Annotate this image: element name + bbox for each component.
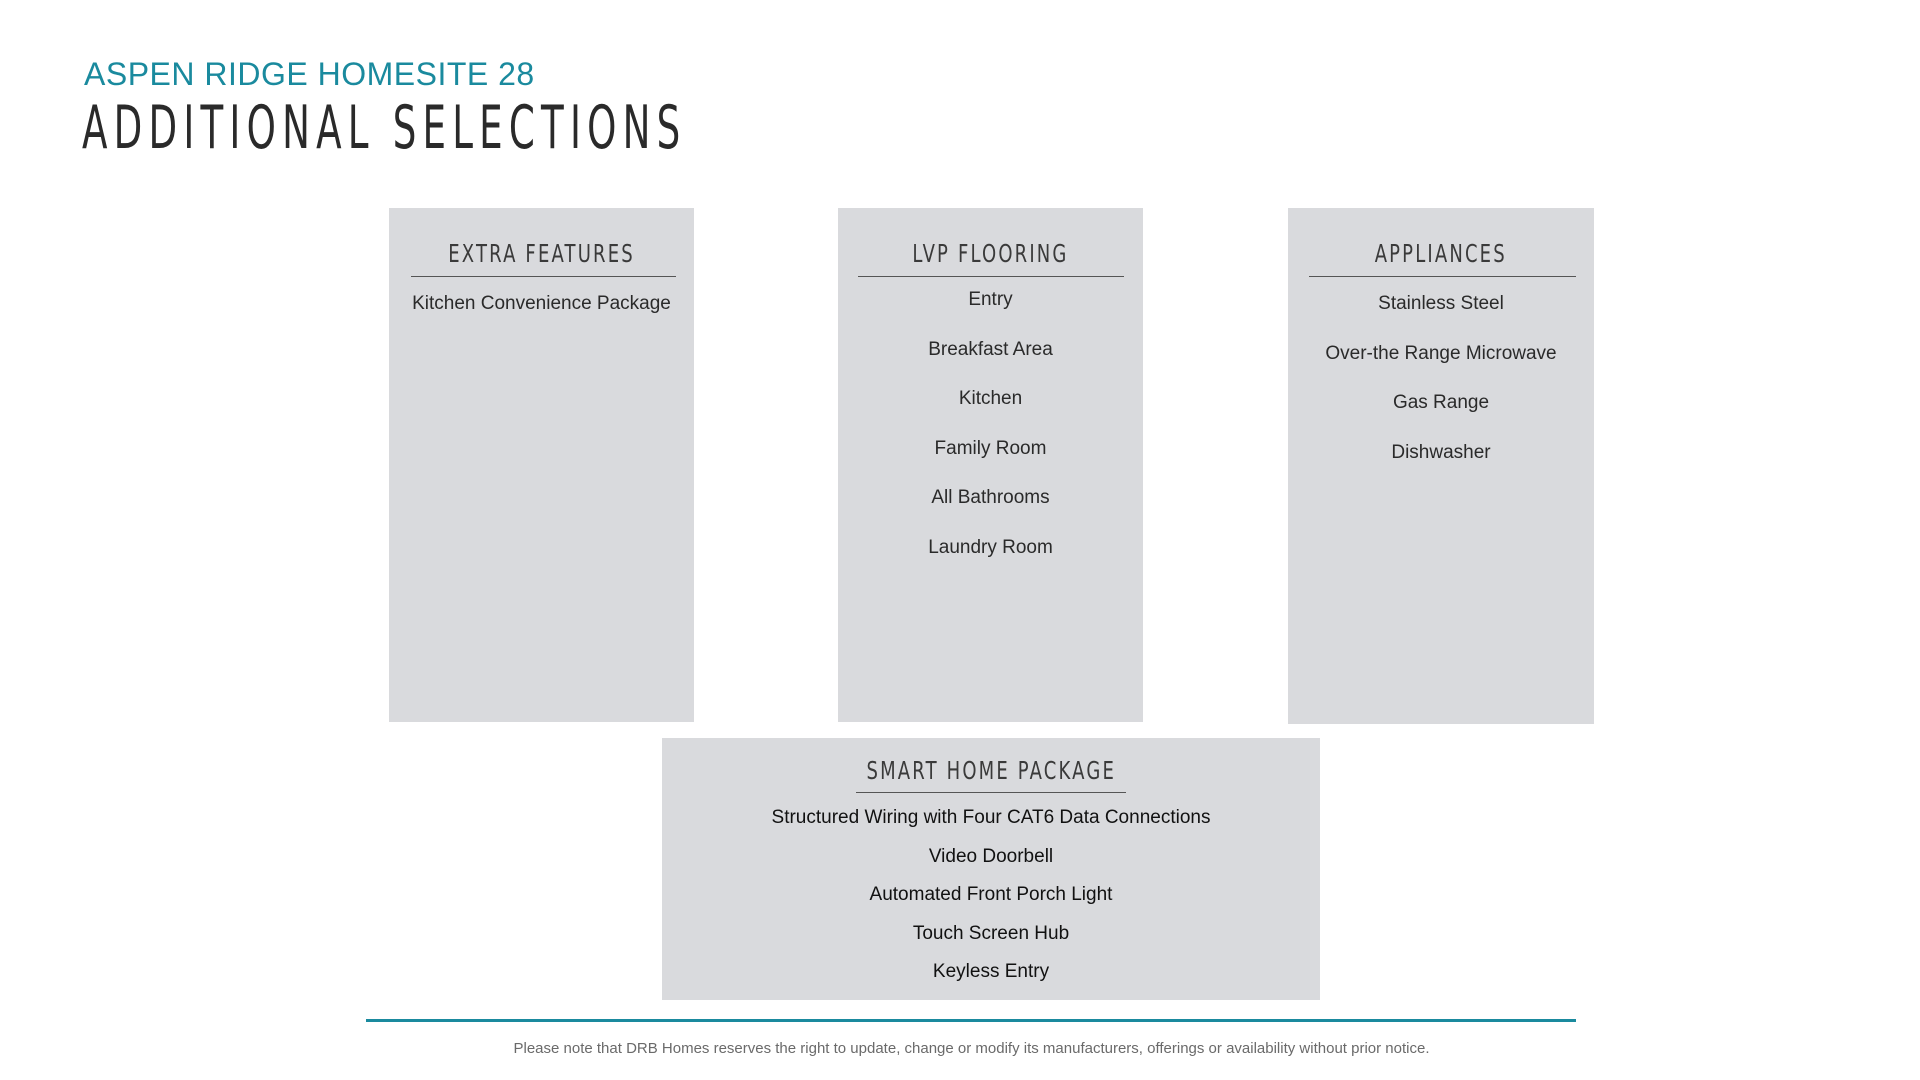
list-item: Automated Front Porch Light bbox=[869, 884, 1113, 905]
footer-disclaimer: Please note that DRB Homes reserves the right to update, change or modify its manufacturers, offerings or availability without prior notice. bbox=[513, 1040, 1430, 1057]
panel-heading bbox=[662, 758, 1320, 783]
panel-heading-text: EXTRA FEATURES bbox=[448, 239, 635, 268]
panel-smart-home-package bbox=[662, 738, 1320, 1000]
list-item: Kitchen Convenience Package bbox=[412, 293, 671, 314]
panel-heading-text: SMART HOME PACKAGE bbox=[866, 756, 1116, 785]
panel-heading bbox=[389, 241, 694, 266]
list-item: Stainless Steel bbox=[1378, 293, 1504, 314]
footer-divider bbox=[366, 1019, 1576, 1022]
panel-heading-text: LVP FLOORING bbox=[912, 239, 1069, 268]
heading-divider bbox=[858, 276, 1124, 277]
list-item: Dishwasher bbox=[1391, 441, 1491, 463]
list-item: Over-the Range Microwave bbox=[1325, 342, 1557, 364]
panel-lvp-flooring bbox=[838, 208, 1143, 722]
list-item: Family Room bbox=[934, 437, 1047, 459]
list-item: All Bathrooms bbox=[931, 487, 1050, 508]
list-item: Entry bbox=[968, 289, 1013, 310]
list-item: Video Doorbell bbox=[928, 845, 1054, 867]
page-title: ADDITIONAL SELECTIONS bbox=[82, 93, 687, 163]
list-item: Kitchen bbox=[958, 388, 1023, 409]
panel-heading bbox=[1288, 241, 1594, 266]
panel-item-list bbox=[662, 806, 1320, 984]
panel-item-list bbox=[1288, 292, 1594, 465]
list-item: Structured Wiring with Four CAT6 Data Connections bbox=[771, 807, 1211, 828]
list-item: Gas Range bbox=[1392, 392, 1490, 413]
list-item: Keyless Entry bbox=[932, 961, 1050, 982]
page-subtitle: ASPEN RIDGE HOMESITE 28 bbox=[84, 56, 535, 92]
panel-extra-features bbox=[389, 208, 694, 722]
heading-divider bbox=[1309, 276, 1576, 277]
panel-heading-text: APPLIANCES bbox=[1374, 239, 1508, 268]
list-item: Laundry Room bbox=[928, 536, 1053, 558]
panel-heading bbox=[838, 241, 1143, 266]
panel-item-list bbox=[838, 288, 1143, 560]
list-item: Breakfast Area bbox=[928, 338, 1053, 360]
panel-item-list bbox=[411, 288, 672, 319]
panel-appliances bbox=[1288, 208, 1594, 724]
list-item: Touch Screen Hub bbox=[912, 922, 1070, 944]
heading-divider bbox=[856, 792, 1126, 793]
heading-divider bbox=[411, 276, 676, 277]
